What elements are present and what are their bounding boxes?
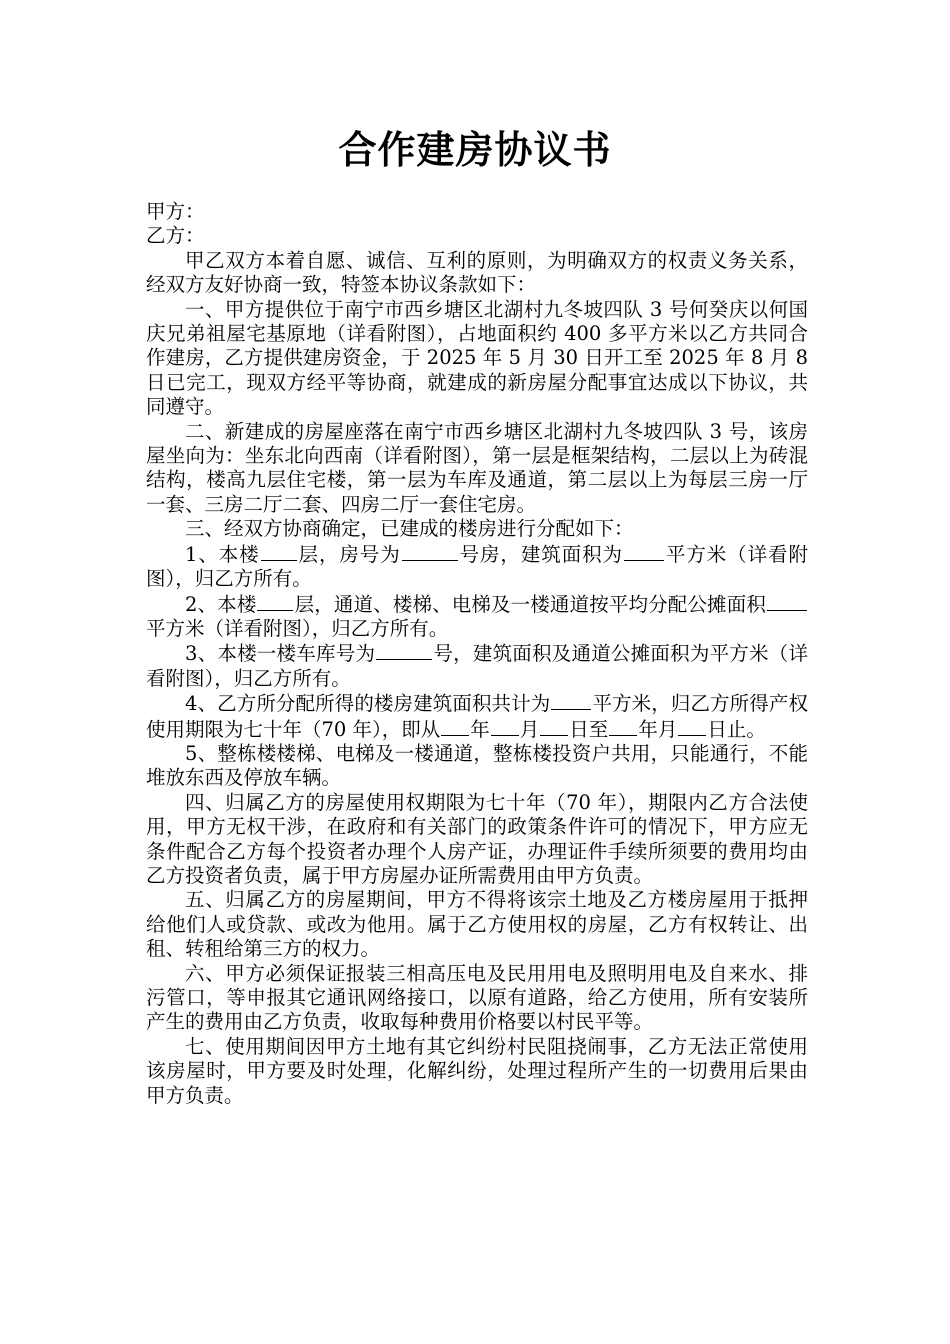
item-1-text-c: 号房，建筑面积为 xyxy=(458,542,623,566)
item-5: 5、整栋楼楼梯、电梯及一楼通道，整栋楼投资户共用，只能通行，不能堆放东西及停放车辆。 xyxy=(146,741,808,790)
item-4-text-b: 平方米，归乙方所得产权使用期限为七十年（70 年），即从 xyxy=(146,692,808,741)
item-3-text-b: 号，建筑面积及通道公摊面积为平方米（详看附图），归乙方所有。 xyxy=(146,642,808,690)
blank-day xyxy=(540,717,568,736)
item-2-text-b: 层，通道、楼梯、电梯及一楼通道按平均分配公摊面积 xyxy=(294,592,766,616)
party-a-line: 甲方： xyxy=(146,200,205,223)
clause-6: 六、甲方必须保证报装三相高压电及民用用电及照明用电及自来水、排污管口，等申报其它通讯网络接口，以原有道路，给乙方使用，所有安装所产生的费用由乙方负责，收取每种费用价格要以村民平等。 xyxy=(146,961,808,1034)
blank-garage-number xyxy=(376,641,432,660)
blank-end-day xyxy=(678,717,706,736)
item-2-text-c: 平方米（详看附图），归乙方所有。 xyxy=(146,616,449,640)
intro-paragraph: 甲乙双方本着自愿、诚信、互利的原则，为明确双方的权责义务关系，经双方友好协商一致，特签本协议条款如下： xyxy=(146,248,808,297)
blank-room-number xyxy=(402,542,458,561)
item-4-text-g: 日止。 xyxy=(707,717,766,741)
blank-year xyxy=(441,717,469,736)
clause-1: 一、甲方提供位于南宁市西乡塘区北湖村九冬坡四队 3 号何癸庆以何国庆兄弟祖屋宅基原地（详看附图），占地面积约 400 多平方米以乙方共同合作建房，乙方提供建房资金，于 2025 年 5 月 30 日开工至 2025 年 8 月 8 日已完工，现双方经平等协商，就建成的新房屋分配事宜达成以下协议，共同遵守。 xyxy=(146,297,808,419)
document-title: 合作建房协议书 xyxy=(338,127,612,172)
item-4-text-a: 4、乙方所分配所得的楼房建筑面积共计为 xyxy=(185,692,551,716)
clause-4: 四、归属乙方的房屋使用权期限为七十年（70 年），期限内乙方合法使用，甲方无权干涉，在政府和有关部门的政策条件许可的情况下，甲方应无条件配合乙方每个投资者办理个人房产证，办理证件手续所须要的费用均由乙方投资者负责，属于甲方房屋办证所需费用由甲方负责。 xyxy=(146,790,808,887)
item-2-text-a: 2、本楼 xyxy=(185,592,257,616)
blank-shared-area xyxy=(767,592,807,611)
item-3 xyxy=(146,641,808,691)
clause-7: 七、使用期间因甲方土地有其它纠纷村民阻挠闹事，乙方无法正常使用该房屋时，甲方要及时处理，化解纠纷，处理过程所产生的一切费用后果由甲方负责。 xyxy=(146,1034,808,1107)
item-4-text-f: 年月 xyxy=(638,717,678,741)
item-1-text-a: 1、本楼 xyxy=(185,542,260,566)
item-3-text-a: 3、本楼一楼车库号为 xyxy=(185,642,376,666)
item-4-text-c: 年 xyxy=(470,717,490,741)
item-1-text-d: 平方米（详看附图），归乙方所有。 xyxy=(146,542,808,591)
blank-floor xyxy=(257,592,293,611)
blank-total-area xyxy=(551,691,591,710)
item-4 xyxy=(146,691,808,742)
clause-5: 五、归属乙方的房屋期间，甲方不得将该宗土地及乙方楼房屋用于抵押给他们人或贷款、或改为他用。属于乙方使用权的房屋，乙方有权转让、出租、转租给第三方的权力。 xyxy=(146,888,808,961)
document-body xyxy=(146,200,808,1108)
blank-floor xyxy=(261,542,297,561)
clause-3: 三、经双方协商确定，已建成的楼房进行分配如下： xyxy=(185,517,634,541)
item-1 xyxy=(146,542,808,592)
clause-2: 二、新建成的房屋座落在南宁市西乡塘区北湖村九冬坡四队 3 号，该房屋坐向为：坐东北向西南（详看附图），第一层是框架结构，二层以上为砖混结构，楼高九层住宅楼，第一层为车库及通道，第二层以上为每层三房一厅一套、三房二厅二套、四房二厅一套住宅房。 xyxy=(146,419,808,516)
item-2 xyxy=(146,592,808,642)
item-4-text-d: 月 xyxy=(519,717,540,741)
blank-month xyxy=(491,717,519,736)
item-4-text-e: 日至 xyxy=(569,717,609,741)
party-b-line: 乙方： xyxy=(146,224,205,248)
item-1-text-b: 层，房号为 xyxy=(297,542,401,566)
blank-end-year xyxy=(609,717,637,736)
blank-area xyxy=(624,542,664,561)
